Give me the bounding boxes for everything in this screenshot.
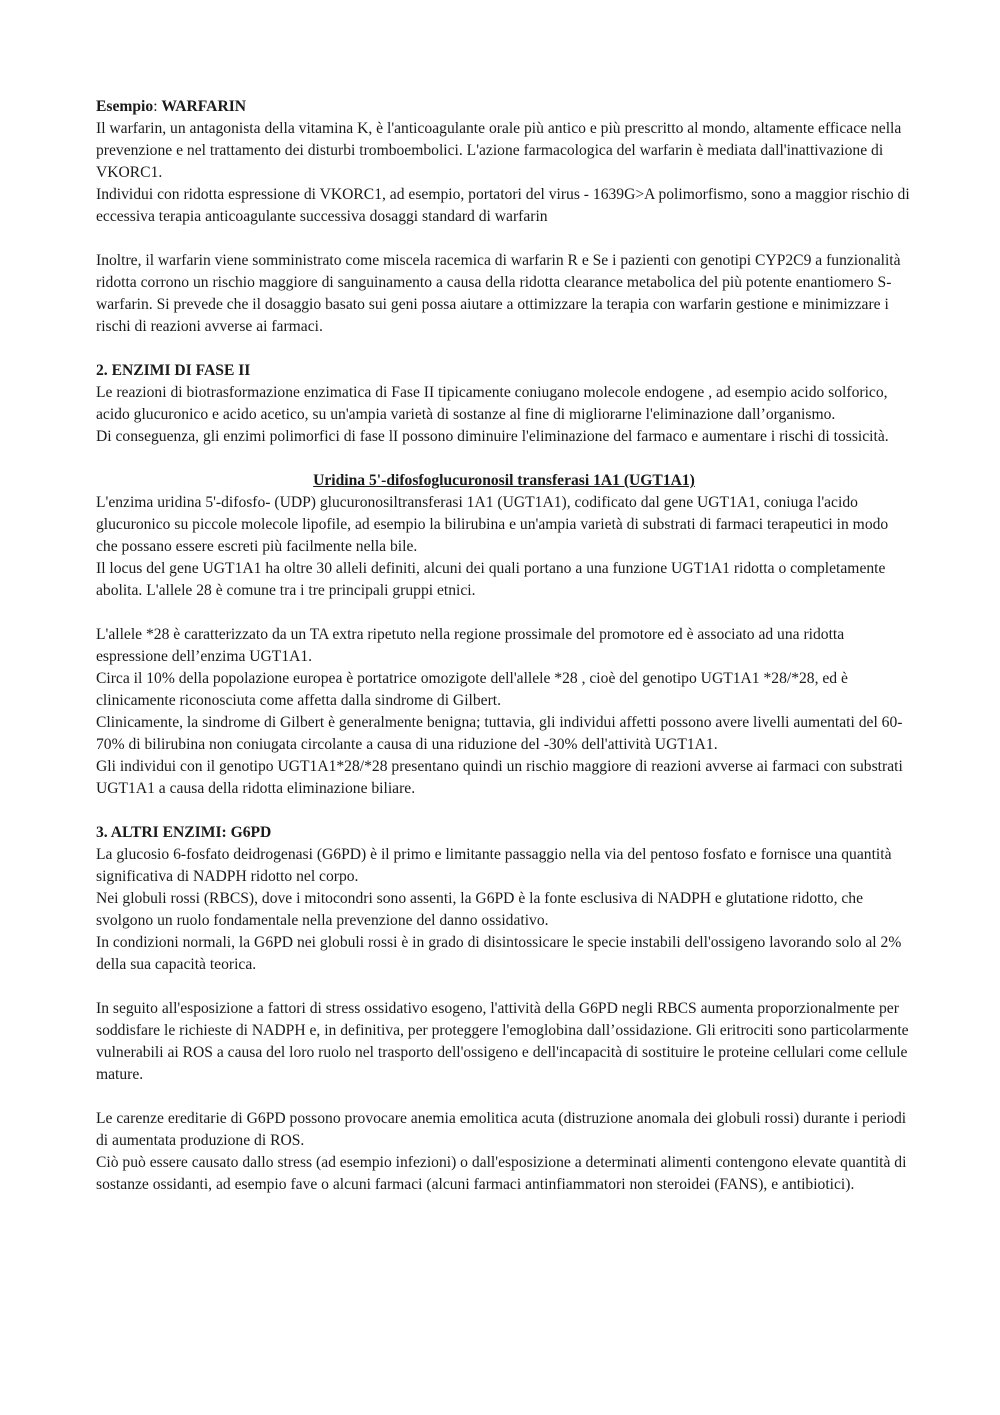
paragraph-gap bbox=[96, 228, 912, 250]
ugt1a1-paragraph-6: Gli individui con il genotipo UGT1A1*28/*28 presentano quindi un rischio maggiore di reazioni avverse ai farmaci con substrati UGT1A1 a causa della ridotta eliminazione biliare. bbox=[96, 758, 903, 797]
ugt1a1-paragraph-2: Il locus del gene UGT1A1 ha oltre 30 alleli definiti, alcuni dei quali portano a una funzione UGT1A1 ridotta o completamente abolita. L'allele 28 è comune tra i tre principali gruppi etnici. bbox=[96, 560, 886, 599]
paragraph-gap bbox=[96, 976, 912, 998]
g6pd-paragraph-3: In condizioni normali, la G6PD nei globuli rossi è in grado di disintossicare le specie instabili dell'ossigeno lavorando solo al 2% della sua capacità teorica. bbox=[96, 934, 902, 973]
g6pd-paragraph-1: La glucosio 6-fosfato deidrogenasi (G6PD) è il primo e limitante passaggio nella via del pentoso fosfato e fornisce una quantità significativa di NADPH ridotto nel corpo. bbox=[96, 846, 892, 885]
ugt1a1-heading: Uridina 5'-difosfoglucuronosil transferasi 1A1 (UGT1A1) bbox=[313, 472, 695, 489]
ugt1a1-paragraph-3: L'allele *28 è caratterizzato da un TA extra ripetuto nella regione prossimale del promotore ed è associato ad una ridotta espressione dell’enzima UGT1A1. bbox=[96, 626, 845, 665]
paragraph-gap bbox=[96, 1086, 912, 1108]
example-label: Esempio bbox=[96, 98, 154, 115]
g6pd-heading: 3. ALTRI ENZIMI: G6PD bbox=[96, 824, 272, 841]
warfarin-paragraph-1: Il warfarin, un antagonista della vitamina K, è l'anticoagulante orale più antico e più prescritto al mondo, altamente efficace nella prevenzione e nel trattamento dei disturbi tromboembolici. L'azione farmacologica del warfarin è mediata dall'inattivazione di VKORC1. bbox=[96, 120, 902, 181]
g6pd-paragraph-6: Ciò può essere causato dallo stress (ad esempio infezioni) o dall'esposizione a determinati alimenti contengono elevate quantità di sostanze ossidanti, ad esempio fave o alcuni farmaci (alcuni farmaci antinfiammatori non steroidei (FANS), e antibiotici). bbox=[96, 1154, 907, 1193]
paragraph-gap bbox=[96, 602, 912, 624]
paragraph-gap bbox=[96, 338, 912, 360]
warfarin-heading bbox=[96, 96, 912, 118]
ugt1a1-paragraph-4: Circa il 10% della popolazione europea è portatrice omozigote dell'allele *28 , cioè del genotipo UGT1A1 *28/*28, ed è clinicamente riconosciuta come affetta dalla sindrome di Gilbert. bbox=[96, 670, 848, 709]
phase2-heading: 2. ENZIMI DI FASE II bbox=[96, 362, 251, 379]
example-separator: : bbox=[153, 98, 162, 115]
ugt1a1-paragraph-5: Clinicamente, la sindrome di Gilbert è generalmente benigna; tuttavia, gli individui affetti possono avere livelli aumentati del 60-70% di bilirubina non coniugata circolante a causa di una riduzione del -30% dell'attività UGT1A1. bbox=[96, 714, 903, 753]
phase2-paragraph-1: Le reazioni di biotrasformazione enzimatica di Fase II tipicamente coniugano molecole endogene , ad esempio acido solforico, acido glucuronico e acido acetico, su un'ampia varietà di sostanze al fine di migliorarne l'eliminazione dall’organismo. bbox=[96, 384, 888, 423]
warfarin-title: WARFARIN bbox=[161, 98, 247, 115]
g6pd-paragraph-4: In seguito all'esposizione a fattori di stress ossidativo esogeno, l'attività della G6PD negli RBCS aumenta proporzionalmente per soddisfare le richieste di NADPH e, in definitiva, per proteggere l'emoglobina dall’ossidazione. Gli eritrociti sono particolarmente vulnerabili ai ROS a causa del loro ruolo nel trasporto dell'ossigeno e dell'incapacità di sostituire le proteine cellulari come cellule mature. bbox=[96, 1000, 909, 1083]
g6pd-paragraph-5: Le carenze ereditarie di G6PD possono provocare anemia emolitica acuta (distruzione anomala dei globuli rossi) durante i periodi di aumentata produzione di ROS. bbox=[96, 1110, 907, 1149]
ugt1a1-paragraph-1: L'enzima uridina 5'-difosfo- (UDP) glucuronosiltransferasi 1A1 (UGT1A1), codificato dal gene UGT1A1, coniuga l'acido glucuronico su piccole molecole lipofile, ad esempio la bilirubina e un'ampia varietà di substrati di farmaci terapeutici in modo che possano essere escreti più facilmente nella bile. bbox=[96, 494, 889, 555]
warfarin-paragraph-2: Individui con ridotta espressione di VKORC1, ad esempio, portatori del virus - 1639G>A polimorfismo, sono a maggior rischio di eccessiva terapia anticoagulante successiva dosaggi standard di warfarin bbox=[96, 186, 910, 225]
g6pd-paragraph-2: Nei globuli rossi (RBCS), dove i mitocondri sono assenti, la G6PD è la fonte esclusiva di NADPH e glutatione ridotto, che svolgono un ruolo fondamentale nella prevenzione del danno ossidativo. bbox=[96, 890, 864, 929]
paragraph-gap bbox=[96, 448, 912, 470]
phase2-paragraph-2: Di conseguenza, gli enzimi polimorfici di fase lI possono diminuire l'eliminazione del farmaco e aumentare i rischi di tossicità. bbox=[96, 428, 889, 445]
warfarin-paragraph-3: Inoltre, il warfarin viene somministrato come miscela racemica di warfarin R e Se i pazienti con genotipi CYP2C9 a funzionalità ridotta corrono un rischio maggiore di sanguinamento a causa della ridotta clearance metabolica del più potente enantiomero S-warfarin. Si prevede che il dosaggio basato sui geni possa aiutare a ottimizzare la terapia con warfarin gestione e minimizzare i rischi di reazioni avverse ai farmaci. bbox=[96, 252, 901, 335]
document-page bbox=[96, 96, 912, 1196]
paragraph-gap bbox=[96, 800, 912, 822]
